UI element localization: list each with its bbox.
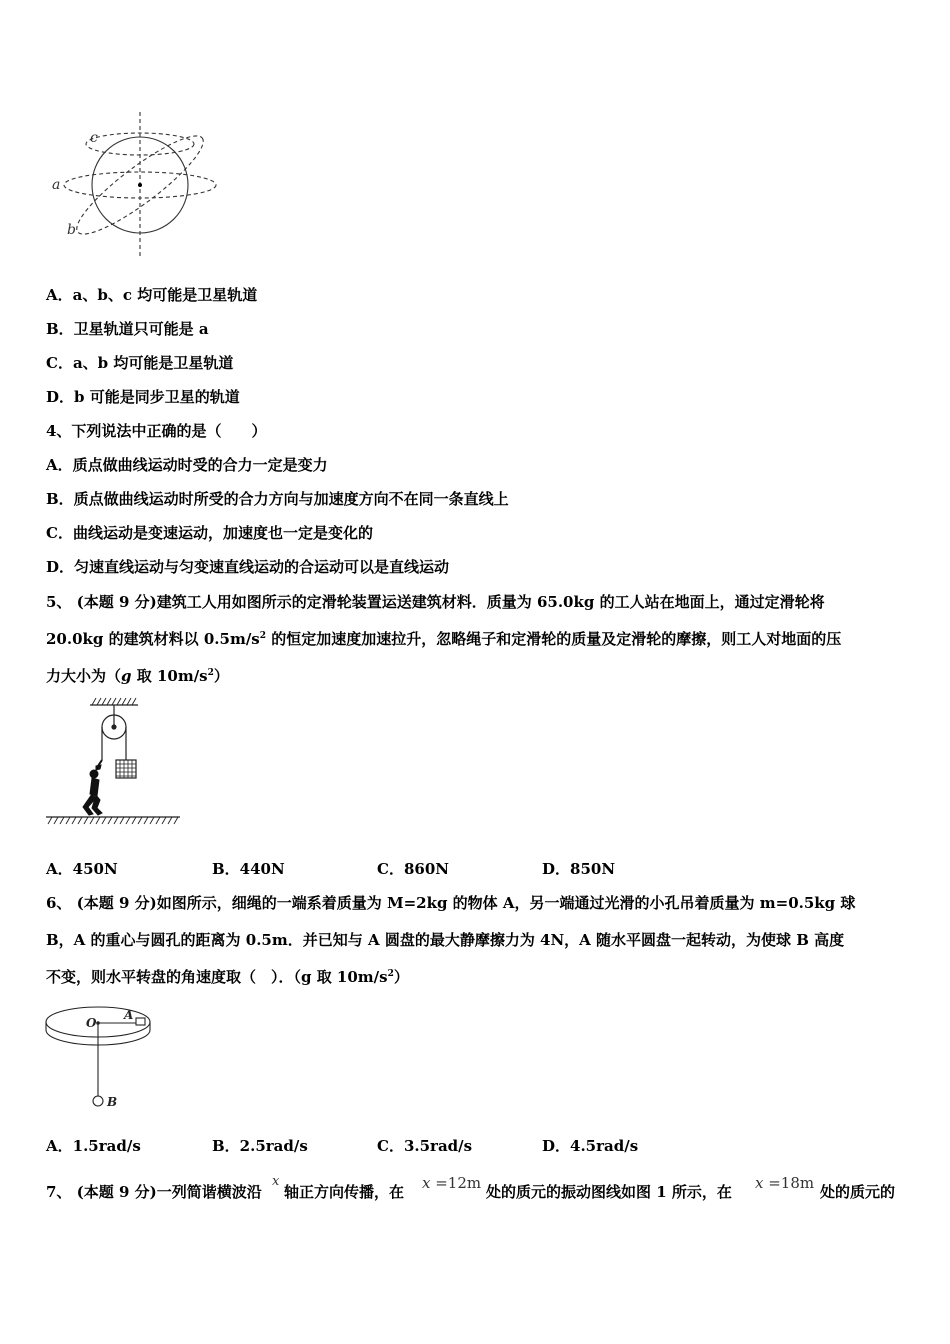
q7-eq1: x =12m [422,1174,482,1192]
q6-option-c: C．3.5rad/s [377,1137,473,1155]
worker-figure [83,760,102,815]
q3-option-b: B．卫星轨道只可能是 a [46,320,209,338]
q6-stem-line1: 6、 (本题 9 分)如图所示，细绳的一端系着质量为 M=2kg 的物体 A，另一端通过光滑的小孔吊着质量为 m=0.5kg 球 [46,894,856,912]
q6-stem-line2: B，A 的重心与圆孔的距离为 0.5m．并已知与 A 圆盘的最大静摩擦力为 4N，A 随水平圆盘一起转动，为使球 B 高度 [46,931,845,949]
q6-option-d: D．4.5rad/s [542,1137,639,1155]
q5-stem-line1: 5、 (本题 9 分)建筑工人用如图所示的定滑轮装置运送建筑材料．质量为 65.0kg 的工人站在地面上，通过定滑轮将 [46,593,825,611]
q4-option-d: D．匀速直线运动与匀变速直线运动的合运动可以是直线运动 [46,558,450,576]
label-a: A [124,1008,134,1022]
q6-stem-line3: 不变，则水平转盘的角速度取（ ）．（g 取 $10m/s^2$） [46,968,409,986]
q4-stem: 4、下列说法中正确的是（ ） [46,422,267,440]
q5-option-a: A．450N [46,860,118,878]
q3-option-d: D．b 可能是同步卫星的轨道 [46,388,240,406]
q5-option-d: D．850N [542,860,616,878]
turntable-figure [44,1002,164,1114]
ball-b [93,1096,103,1106]
q6-option-b: B．2.5rad/s [212,1137,308,1155]
q7-eq2: x =18m [755,1174,815,1192]
q5-stem-line3: 力大小为（g 取 $10m/s^2$） [46,667,229,685]
q5-option-b: B．440N [212,860,285,878]
q4-option-c: C．曲线运动是变速运动，加速度也一定是变化的 [46,524,373,542]
block-a [136,1018,145,1025]
q4-option-a: A．质点做曲线运动时受的合力一定是变力 [46,456,328,474]
label-b: B [107,1095,118,1109]
pulley-figure [44,694,184,830]
earth-center-dot [138,183,142,187]
q5-stem-line2: 20.0kg 的建筑材料以 $0.5m/s^2$ 的恒定加速度加速拉升，忽略绳子和定滑轮的质量及定滑轮的摩擦，则工人对地面的压 [46,630,842,648]
orbit-c-label: c [90,130,98,146]
load-box [116,760,136,778]
q5-option-c: C．860N [377,860,449,878]
orbits-figure [48,108,228,258]
q6-option-a: A．1.5rad/s [46,1137,141,1155]
q3-option-a: A．a、b、c 均可能是卫星轨道 [46,286,258,304]
q3-option-c: C．a、b 均可能是卫星轨道 [46,354,234,372]
label-o: O [86,1016,97,1030]
orbit-b-label: b [67,222,76,238]
q4-option-b: B．质点做曲线运动时所受的合力方向与加速度方向不在同一条直线上 [46,490,509,508]
orbit-a-label: a [52,177,61,193]
